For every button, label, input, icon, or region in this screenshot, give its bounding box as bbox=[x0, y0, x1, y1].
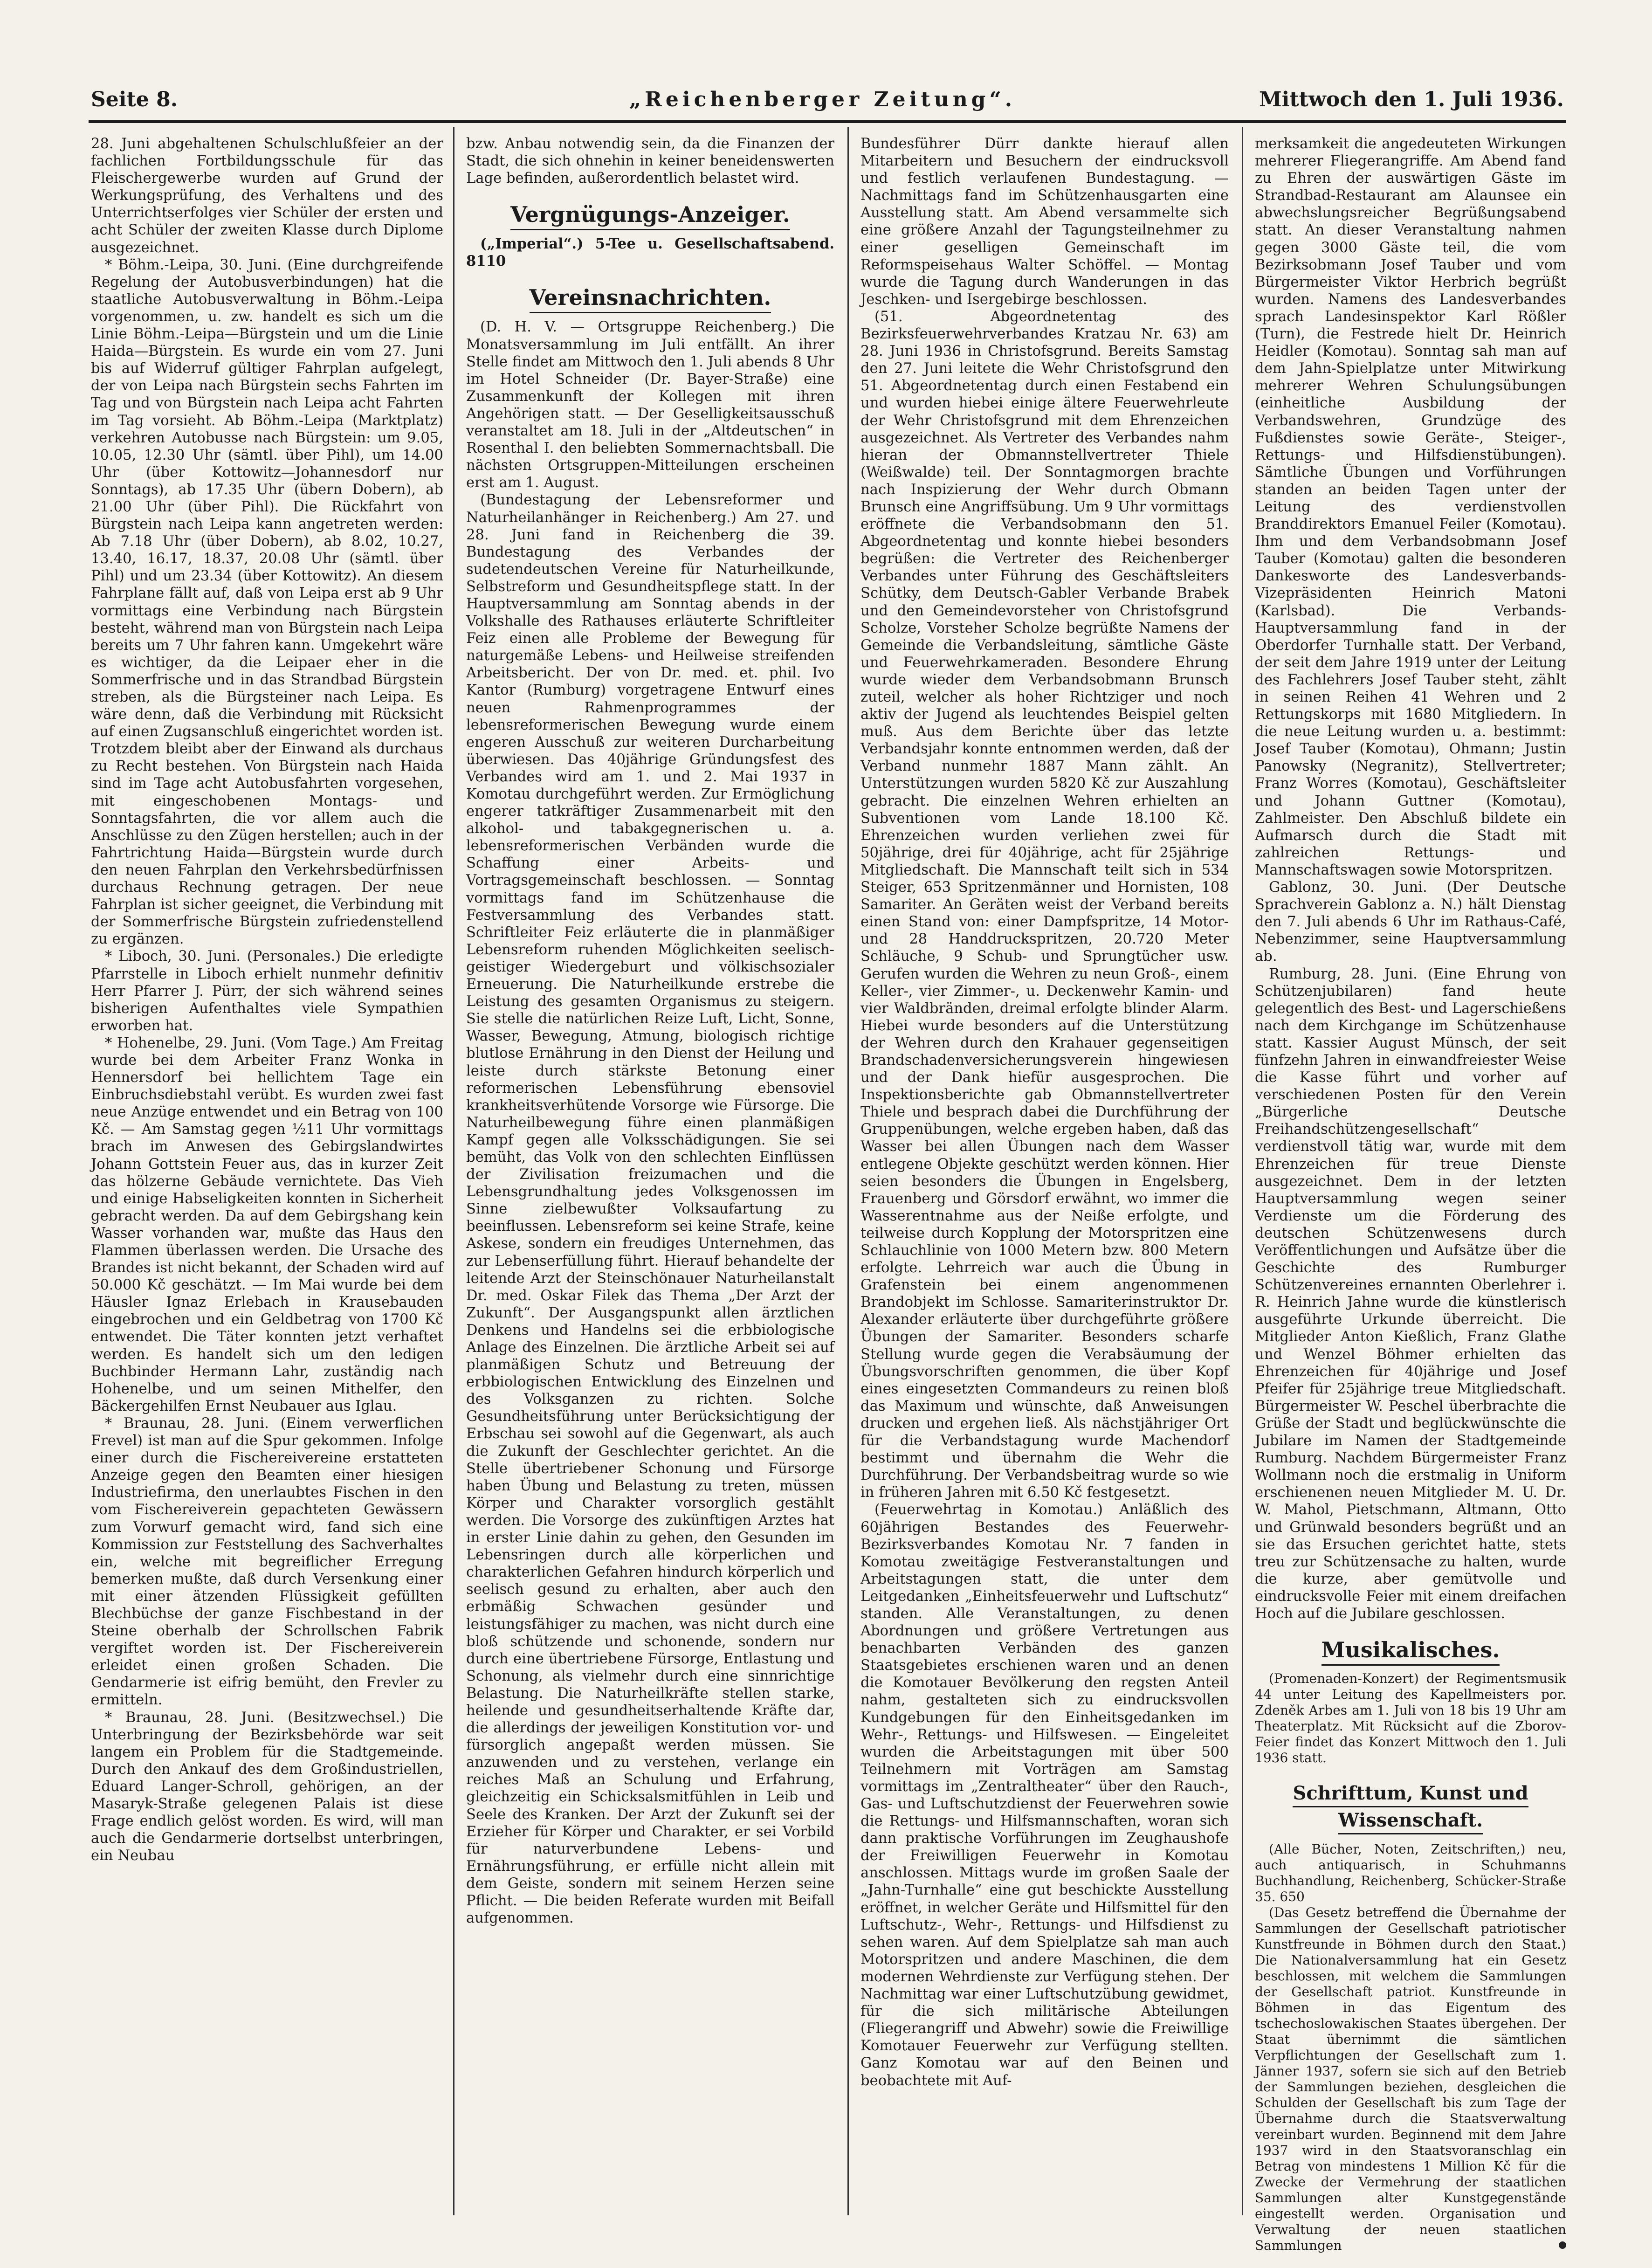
column-1 bbox=[91, 135, 443, 2226]
article-paragraph: 28. Juni abgehaltenen Schulschlußfeier an der fachlichen Fortbildungsschule für das Fleischergewerbe wurden auf Grund der Werkungsprüfung, des Verhaltens und des Unterrichtserfolges vier Schüler der ersten und acht Schüler der zweiten Klasse durch Diplome ausgezeichnet. bbox=[91, 136, 443, 256]
column-divider-3 bbox=[1242, 127, 1243, 2215]
section-heading-amusements bbox=[466, 201, 834, 228]
section-heading-music bbox=[1255, 1636, 1566, 1663]
newspaper-title: „Reichenberger Zeitung“. bbox=[629, 88, 1016, 111]
column-4 bbox=[1255, 135, 1566, 2254]
article-paragraph: Gablonz, 30. Juni. (Der Deutsche Sprachverein Gablonz a. N.) hält Dienstag den 7. Juli abends 6 Uhr im Rathaus-Café, Nebenzimmer, seine Hauptversammlung ab. bbox=[1255, 879, 1566, 965]
column-divider-2 bbox=[847, 127, 849, 2215]
article-paragraph: (D. H. V. — Ortsgruppe Reichenberg.) Die Monatsversammlung im Juli entfällt. An ihrer Stelle findet am Mittwoch den 1. Juli abends 8 Uhr im Hotel Schneider (Dr. Bayer-Straße) eine Zusammenkunft der Kollegen mit ihren Angehörigen statt. — Der Geselligkeitsausschuß veranstaltet am 18. Juli in der „Altdeutschen“ in Rosenthal I. den beliebten Sommernachtsball. Die nächsten Ortsgruppen-Mitteilungen erscheinen erst am 1. August. bbox=[466, 319, 834, 491]
article-paragraph: (Promenaden-Konzert) der Regimentsmusik 44 unter Leitung des Kapellmeisters por. Zdeněk Arbes am 1. Juli von 18 bis 19 Uhr am Theaterplatz. Mit Rücksicht auf die Zborov-Feier findet das Konzert Mittwoch den 1. Juli 1936 statt. bbox=[1255, 1671, 1566, 1766]
header-rule bbox=[89, 120, 1566, 123]
article-paragraph: (51. Abgeordnetentag des Bezirksfeuerwehrverbandes Kratzau Nr. 63) am 28. Juni 1936 in Christofsgrund. Bereits Samstag den 27. Juni leitete die Wehr Christofsgrund den 51. Abgeordnetentag durch einen Festabend ein und wurden hiebei einige ältere Feuerwehrleute der Wehr Christofsgrund mit dem Ehrenzeichen ausgezeichnet. Als Vertreter des Verbandes nahm hieran der Obmannstellvertreter Thiele (Weißwalde) teil. Der Sonntagmorgen brachte nach Inspizierung der Wehr durch Obmann Brunsch eine Angriffsübung. Um 9 Uhr vormittags eröffnete die Verbandsobmann den 51. Abgeordnetentag und konnte hiebei besonders begrüßen: die Vertreter des Reichenberger Verbandes unter Führung des Geschäftsleiters Schütky, dem Deutsch-Gabler Verbande Brabek und den Gemeindevorsteher von Christofsgrund Scholze, Vorsteher Scholze begrüßte Namens der Gemeinde die Verbandsleitung, sämtliche Gäste und Feuerwehrkameraden. Besondere Ehrung wurde wieder dem Verbandsobmann Brunsch zuteil, welcher als hoher Richtziger und noch aktiv der Jugend als leuchtendes Beispiel gelten muß. Aus dem Berichte über das letzte Verbandsjahr konnte entnommen werden, daß der Verband nunmehr 1887 Mann zählt. An Unterstützungen wurden 5820 Kč zur Auszahlung gebracht. Die einzelnen Wehren erhielten an Subventionen vom Lande 18.100 Kč. Ehrenzeichen wurden verliehen zwei für 50jährige, drei für 40jährige, acht für 25jährige Mitgliedschaft. Die Mannschaft teilt sich in 534 Steiger, 653 Spritzenmänner und Hornisten, 108 Samariter. An Geräten weist der Verband bereits einen Stand von: einer Dampfspritze, 14 Motor- und 28 Handdruckspritzen, 20.720 Meter Schläuche, 9 Schub- und Sprungtücher usw. Gerufen wurden die Wehren zu neun Groß-, einem Keller-, vier Zimmer-, u. Deckenwehr Kamin- und vier Waldbränden, dreimal erfolgte blinder Alarm. Hiebei wurde besonders auf die Unterstützung der Wehren durch den Krahauer gegenseitigen Brandschadenversicherungsverein hingewiesen und der Dank hiefür ausgesprochen. Die Inspektionsberichte gab Obmannstellvertreter Thiele und besprach dabei die Durchführung der Gruppenübungen, welche ergeben haben, daß das Wasser bei allen Übungen nach dem Wasser entlegene Objekte geschützt werden können. Hier seien besonders die Übungen in Engelsberg, Frauenberg und Görsdorf erwähnt, wo immer die Wasserentnahme aus der Neiße erfolgte, und teilweise durch Kopplung der Motorspritzen eine Schlauchlinie von 1000 Metern bzw. 800 Metern erfolgte. Lehrreich war auch die Übung in Grafenstein bei einem angenommenen Brandobjekt im Schlosse. Samariterinstruktor Dr. Alexander erläuterte über durchgeführte größere Übungen der Samariter. Besonders scharfe Stellung wurde gegen die Verabsäumung der Übungsvorschriften genommen, die über Kopf eines eingesetzten Commandeurs zu reinen bloß das Maximum und wünschte, daß Anweisungen drucken und ergehen ließ. Als nächstjähriger Ort für die Verbandstagung wurde Machendorf bestimmt und übernahm die Wehr die Durchführung. Der Verbandsbeitrag wurde so wie in früheren Jahren mit 6.50 Kč festgesetzt. bbox=[860, 308, 1229, 1501]
article-paragraph: * Böhm.-Leipa, 30. Juni. (Eine durchgreifende Regelung der Autobusverbindungen) hat die staatliche Autobusverwaltung in Böhm.-Leipa vorgenommen, u. zw. handelt es sich um die Linie Böhm.-Leipa—Bürgstein und um die Linie Haida—Bürgstein. Es wurde ein vom 27. Juni bis auf Widerruf gültiger Fahrplan aufgelegt, der von Leipa nach Bürgstein sechs Fahrten im Tag und von Bürgstein nach Leipa acht Fahrten im Tag vorsieht. Ab Böhm.-Leipa (Marktplatz) verkehren Autobusse nach Bürgstein: um 9.05, 10.05, 12.30 Uhr (sämtl. über Pihl), um 14.00 Uhr (über Kottowitz—Johannesdorf nur Sonntags), ab 17.35 Uhr (übern Dobern), ab 21.00 Uhr (über Pihl). Die Rückfahrt von Bürgstein nach Leipa kann angetreten werden: Ab 7.18 Uhr (über Dobern), ab 8.02, 10.27, 13.40, 16.17, 18.37, 20.08 Uhr (sämtl. über Pihl) und um 23.34 (über Kottowitz). An diesem Fahrplane fällt auf, daß von Leipa erst ab 9 Uhr vormittags eine Verbindung nach Bürgstein besteht, während man von Bürgstein nach Leipa bereits um 7 Uhr fahren kann. Umgekehrt wäre es wichtiger, da die Leipaer eher in die Sommerfrische und in das Strandbad Bürgstein streben, als die Bürgsteiner nach Leipa. Es wäre denn, daß die Verbindung mit Rücksicht auf einen Zugsanschluß eingerichtet worden ist. Trotzdem bleibt aber der Einwand als durchaus zu Recht bestehen. Von Bürgstein nach Haida sind im Tage acht Autobusfahrten vorgesehen, mit eingeschobenen Montags- und Sonntagsfahrten, die vor allem auch die Anschlüsse zu den Zügen herstellen; auch in der Fahrtrichtung Haida—Bürgstein wurde durch den neuen Fahrplan den Verkehrsbedürfnissen durchaus Rechnung getragen. Der neue Fahrplan ist sicher geeignet, die Verbindung mit der Sommerfrische Bürgstein zufriedenstellend zu ergänzen. bbox=[91, 256, 443, 948]
article-paragraph: * Hohenelbe, 29. Juni. (Vom Tage.) Am Freitag wurde bei dem Arbeiter Franz Wonka in Hennersdorf bei hellichtem Tage ein Einbruchsdiebstahl verübt. Es wurden zwei fast neue Anzüge entwendet und ein Betrag von 100 Kč. — Am Samstag gegen ½11 Uhr vormittags brach im Anwesen des Gebirgslandwirtes Johann Gottstein Feuer aus, das in kurzer Zeit das hölzerne Gebäude vernichtete. Das Vieh und einige Habseligkeiten konnten in Sicherheit gebracht werden. Da auf dem Gebirgshang kein Wasser vorhanden war, mußte das Haus den Flammen überlassen werden. Die Ursache des Brandes ist nicht bekannt, der Schaden wird auf 50.000 Kč geschätzt. — Im Mai wurde bei dem Häusler Ignaz Erlebach in Krausebauden eingebrochen und ein Geldbetrag von 1700 Kč entwendet. Die Täter konnten jetzt verhaftet werden. Es handelt sich um den ledigen Buchbinder Hermann Lahr, zuständig nach Hohenelbe, und um seinen Mithelfer, den Bäckergehilfen Ernst Neubauer aus Iglau. bbox=[91, 1034, 443, 1414]
article-paragraph: Rumburg, 28. Juni. (Eine Ehrung von Schützenjubilaren) fand heute gelegentlich des Best- und Lagerschießens nach dem Kirchgange im Schützenhause statt. Kassier August Münsch, der seit fünfzehn Jahren in einwandfreiester Weise die Kasse führt und vorher auf verschiedenen Posten für den Verein „Bürgerliche Deutsche Freihandschützengesellschaft“ verdienstvoll tätig war, wurde mit dem Ehrenzeichen für treue Dienste ausgezeichnet. Dem in der letzten Hauptversammlung wegen seiner Verdienste um die Förderung des deutschen Schützenwesens durch Veröffentlichungen und Aufsätze über die Geschichte des Rumburger Schützenvereines ernannten Oberlehrer i. R. Heinrich Jahne wurde die künstlerisch ausgeführte Urkunde überreicht. Die Mitglieder Anton Kießlich, Franz Glathe und Wenzel Böhmer erhielten das Ehrenzeichen für 40jährige und Josef Pfeifer für 25jährige treue Mitgliedschaft. Bürgermeister W. Peschel überbrachte die Grüße der Stadt und beglückwünschte die Jubilare im Namen der Stadtgemeinde Rumburg. Nachdem Bürgermeister Franz Wollmann noch die erstmalig in Uniform erschienenen neuen Mitglieder M. U. Dr. W. Mahol, Pietschmann, Altmann, Otto und Grünwald besonders begrüßt und an sie das Ersuchen gerichtet hatte, stets treu zur Schützensache zu halten, wurde die kurze, aber gemütvolle und eindrucksvolle Feier mit einem dreifachen Hoch auf die Jubilare geschlossen. bbox=[1255, 965, 1566, 1622]
issue-date: Mittwoch den 1. Juli 1936. bbox=[1259, 88, 1564, 111]
article-paragraph: bzw. Anbau notwendig sein, da die Finanzen der Stadt, die sich ohnehin in keiner beneidenswerten Lage befinden, außerordentlich belastet wird. bbox=[466, 136, 834, 187]
article-paragraph: (Feuerwehrtag in Komotau.) Anläßlich des 60jährigen Bestandes des Feuerwehr-Bezirksverbandes Komotau Nr. 7 fanden in Komotau zweitägige Festveranstaltungen und Arbeitstagungen statt, die unter dem Leitgedanken „Einheitsfeuerwehr und Luftschutz“ standen. Alle Veranstaltungen, zu denen Abordnungen und größere Vertretungen aus benachbarten Verbänden des ganzen Staatsgebietes erschienen waren und an denen die Komotauer Bevölkerung den regsten Anteil nahm, gestalteten sich zu eindrucksvollen Kundgebungen für den Einheitsgedanken im Wehr-, Rettungs- und Hilfswesen. — Eingeleitet wurden die Arbeitstagungen mit über 500 Teilnehmern mit Vorträgen am Samstag vormittags im „Zentraltheater“ über den Rauch-, Gas- und Luftschutzdienst der Feuerwehren sowie die Rettungs- und Hilfsmannschaften, woran sich dann praktische Vorführungen im Zeughaushofe der Freiwilligen Feuerwehr in Komotau anschlossen. Mittags wurde im großen Saale der „Jahn-Turnhalle“ eine gut beschickte Ausstellung eröffnet, in welcher Geräte und Hilfsmittel für den Luftschutz-, Wehr-, Rettungs- und Hilfsdienst zu sehen waren. Auf dem Spielplatze sah man auch Motorspritzen und andere Maschinen, die dem modernen Wehrdienste zur Verfügung stehen. Der Nachmittag war einer Luftschutzübung gewidmet, für die sich militärische Abteilungen (Fliegerangriff und Abwehr) sowie die Freiwillige Komotauer Feuerwehr zur Verfügung stellten. Ganz Komotau war auf den Beinen und beobachtete mit Auf- bbox=[860, 1502, 1229, 2089]
article-paragraph: (Das Gesetz betreffend die Übernahme der Sammlungen der Gesellschaft patriotischer Kunstfreunde in Böhmen durch den Staat.) Die Nationalversammlung hat ein Gesetz beschlossen, mit welchem die Sammlungen der Gesellschaft patriot. Kunstfreunde in Böhmen in das Eigentum des tschechoslowakischen Staates übergehen. Der Staat übernimmt die sämtlichen Verpflichtungen der Gesellschaft zum 1. Jänner 1937, sofern sie sich auf den Betrieb der Sammlungen beziehen, desgleichen die Schulden der Gesellschaft bis zum Tage der Übernahme durch die Staatsverwaltung vereinbart wurden. Beginnend mit dem Jahre 1937 wird in den Staatsvoranschlag ein Betrag von mindestens 1 Million Kč für die Zwecke der Vermehrung der staatlichen Sammlungen alter Kunstgegenstände eingestellt werden. Organisation und Verwaltung der neuen staatlichen Sammlungen bbox=[1255, 1905, 1566, 2254]
article-paragraph: * Liboch, 30. Juni. (Personales.) Die erledigte Pfarrstelle in Liboch erhielt nunmehr definitiv Herr Pfarrer J. Pürr, der sich während seines bisherigen Aufenthaltes viele Sympathien erworben hat. bbox=[91, 948, 443, 1034]
column-divider-1 bbox=[453, 127, 454, 2215]
article-paragraph: (Bundestagung der Lebensreformer und Naturheilanhänger in Reichenberg.) Am 27. und 28. Juni fand in Reichenberg die 39. Bundestagung des Verbandes der sudetendeutschen Vereine für Naturheilkunde, Selbstreform und Gesundheitspflege statt. In der Hauptversammlung am Sonntag abends in der Volkshalle des Rathauses erläuterte Schriftleiter Feiz einen alle Probleme der Bewegung für naturgemäße Lebens- und Heilweise streifenden Arbeitsbericht. Der von Dr. med. et. phil. Ivo Kantor (Rumburg) vorgetragene Entwurf eines neuen Rahmenprogrammes der lebensreformerischen Bewegung wurde einem engeren Ausschuß zur weiteren Durcharbeitung überwiesen. Das 40jährige Gründungsfest des Verbandes wird am 1. und 2. Mai 1937 in Komotau durchgeführt werden. Zur Ermöglichung engerer tatkräftiger Zusammenarbeit mit den alkohol- und tabakgegnerischen u. a. lebensreformerischen Verbänden wurde die Schaffung einer Arbeits- und Vortragsgemeinschaft beschlossen. — Sonntag vormittags fand im Schützenhause die Festversammlung des Verbandes statt. Schriftleiter Feiz erläuterte die in planmäßiger Lebensreform ruhenden Möglichkeiten seelisch-geistiger Wiedergeburt und völkischsozialer Erneuerung. Die Naturheilkunde erstrebe die Leistung des gesamten Organismus zu steigern. Sie stelle die natürlichen Reize Luft, Licht, Sonne, Wasser, Bewegung, Atmung, biologisch richtige blutlose Ernährung in den Dienst der Heilung und leiste durch stärkste Betonung einer reformerischen Lebensführung ebensoviel krankheitsverhütende Vorsorge wie Fürsorge. Die Naturheilbewegung führe einen planmäßigen Kampf gegen alle Volksschädigungen. Sie sei bemüht, das Volk von den schlechten Einflüssen der Zivilisation freizumachen und die Lebensgrundhaltung jedes Volksgenossen im Sinne zielbewußter Volksaufartung zu beeinflussen. Lebensreform sei keine Strafe, keine Askese, sondern ein freudiges Unternehmen, das zur Lebenserfüllung führt. Hierauf behandelte der leitende Arzt der Steinschönauer Naturheilanstalt Dr. med. Oskar Filek das Thema „Der Arzt der Zukunft“. Der Ausgangspunkt allen ärztlichen Denkens und Handelns sei die erbbiologische Anlage des Einzelnen. Die ärztliche Arbeit sei auf planmäßigen Schutz und Betreuung der erbbiologischen Entwicklung des Einzelnen und des Volksganzen zu richten. Solche Gesundheitsführung unter Berücksichtigung der Erbschau sei sowohl auf die Gegenwart, als auch die Zukunft der Geschlechter gerichtet. An die Stelle übertriebener Schonung und Fürsorge haben Übung und Belastung zu treten, müssen Körper und Charakter vorsorglich gestählt werden. Die Vorsorge des zukünftigen Arztes hat in erster Linie dahin zu gehen, den Gesunden im Lebensringen durch alle körperlichen und charakterlichen Gefahren hindurch körperlich und seelisch gesund zu erhalten, aber auch den erbmäßig Schwachen gesünder und leistungsfähiger zu machen, was nicht durch eine bloß schützende und schonende, sondern nur durch eine übertriebene Fürsorge, Entlastung und Schonung, als vielmehr durch eine sinnrichtige Belastung. Die Naturheilkräfte stellen starke, heilende und gesundheitserhaltende Kräfte dar, die allerdings der jeweiligen Konstitution vor- und fürsorglich angepaßt werden müssen. Sie anzuwenden und zu verstehen, verlange ein reiches Maß an Schulung und Erfahrung, gleichzeitig ein Schicksalsmitfühlen in Leib und Seele des Kranken. Der Arzt der Zukunft sei der Erzieher für Körper und Charakter, er sei Vorbild für naturverbundene Lebens- und Ernährungsführung, er erfülle nicht allein mit dem Geiste, sondern mit seinem Herzen seine Pflicht. — Die beiden Referate wurden mit Beifall aufgenommen. bbox=[466, 492, 834, 1927]
heading-text: Musikalisches. bbox=[1322, 1637, 1500, 1666]
advertisement-line: („Imperial“.) 5-Tee u. Gesellschaftsabend. 8110 bbox=[466, 235, 834, 270]
column-3 bbox=[860, 135, 1229, 2226]
article-paragraph: merksamkeit die angedeuteten Wirkungen mehrerer Fliegerangriffe. Am Abend fand zu Ehren der auswärtigen Gäste im Strandbad-Restaurant am Alaunsee ein abwechslungsreicher Begrüßungsabend statt. An dieser Veranstaltung nahmen gegen 3000 Gäste teil, die vom Bezirksobmann Josef Tauber und vom Bürgermeister Viktor Herbrich begrüßt wurden. Namens des Landesverbandes sprach Landesinspektor Karl Rößler (Turn), die Festrede hielt Dr. Heinrich Heidler (Komotau). Sonntag sah man auf dem Jahn-Spielplatze unter Mitwirkung mehrerer Wehren Schulungsübungen (einheitliche Ausbildung der Verbandswehren, Grundzüge des Fußdienstes sowie Geräte-, Steiger-, Rettungs- und Hilfsdienstübungen). Sämtliche Übungen und Vorführungen standen an beiden Tagen unter der Leitung des verdienstvollen Branddirektors Emanuel Feiler (Komotau). Ihm und dem Verbandsobmann Josef Tauber (Komotau) galten die besonderen Dankesworte des Landesverbands-Vizepräsidenten Heinrich Matoni (Karlsbad). Die Verbands-Hauptversammlung fand in der Oberdorfer Turnhalle statt. Der Verband, der seit dem Jahre 1919 unter der Leitung des Fachlehrers Josef Tauber steht, zählt in seinen Reihen 41 Wehren und 2 Rettungskorps mit 1680 Mitgliedern. In die neue Leitung wurden u. a. bestimmt: Josef Tauber (Komotau), Ohmann; Justin Panowsky (Negranitz), Stellvertreter; Franz Worres (Komotau), Geschäftsleiter und Johann Guttner (Komotau), Zahlmeister. Den Abschluß bildete ein Aufmarsch durch die Stadt mit zahlreichen Rettungs- und Mannschaftswagen sowie Motorspritzen. bbox=[1255, 136, 1566, 878]
article-paragraph: Bundesführer Dürr dankte hierauf allen Mitarbeitern und Besuchern der eindrucksvoll und festlich verlaufenen Bundestagung. — Nachmittags fand im Schützenhausgarten eine Ausstellung statt. Am Abend versammelte sich eine größere Anzahl der Tagungsteilnehmer zu einer geselligen Gemeinschaft im Reformspeisehaus Walter Schöffel. — Montag wurde die Tagung durch Wanderungen in das Jeschken- und Isergebirge beschlossen. bbox=[860, 136, 1229, 308]
article-paragraph: * Braunau, 28. Juni. (Einem verwerflichen Frevel) ist man auf die Spur gekommen. Infolge einer durch die Fischereivereine erstatteten Anzeige gegen den Beamten einer hiesigen Industriefirma, den unerlaubtes Fischen in den vom Fischereiverein gepachteten Gewässern zum Vorwurf gemacht wird, fand sich eine Kommission zur Feststellung des Sachverhaltes ein, welche mit begreiflicher Erregung bemerken mußte, daß durch Versenkung einer mit einer ätzenden Flüssigkeit gefüllten Blechbüchse der ganze Fischbestand in der Steine oberhalb der Schrollschen Fabrik vergiftet worden ist. Der Fischereiverein erleidet einen großen Schaden. Die Gendarmerie ist eifrig bemüht, den Frevler zu ermitteln. bbox=[91, 1415, 443, 1709]
page-header bbox=[91, 88, 1564, 116]
heading-text: Vereinsnachrichten. bbox=[530, 285, 771, 313]
heading-text: Vergnügungs-Anzeiger. bbox=[510, 202, 790, 230]
print-mark bbox=[1559, 2241, 1566, 2249]
section-heading-clubs bbox=[466, 284, 834, 311]
heading-text: Schrifttum, Kunst und Wissenschaft. bbox=[1293, 1782, 1528, 1834]
article-paragraph: (Alle Bücher, Noten, Zeitschriften,) neu, auch antiquarisch, in Schuhmanns Buchhandlung, Reichenberg, Schücker-Straße 35. 650 bbox=[1255, 1841, 1566, 1905]
column-2 bbox=[466, 135, 834, 2226]
page-number: Seite 8. bbox=[91, 88, 178, 111]
section-heading-literature bbox=[1255, 1780, 1566, 1834]
article-paragraph: * Braunau, 28. Juni. (Besitzwechsel.) Die Unterbringung der Bezirksbehörde war seit langem ein Problem für die Stadtgemeinde. Durch den Ankauf des dem Großindustriellen, Eduard Langer-Schroll, gehörigen, an der Masaryk-Straße gelegenen Palais ist diese Frage endlich gelöst worden. Es wird, will man auch die Gendarmerie dortselbst unterbringen, ein Neubau bbox=[91, 1709, 443, 1864]
